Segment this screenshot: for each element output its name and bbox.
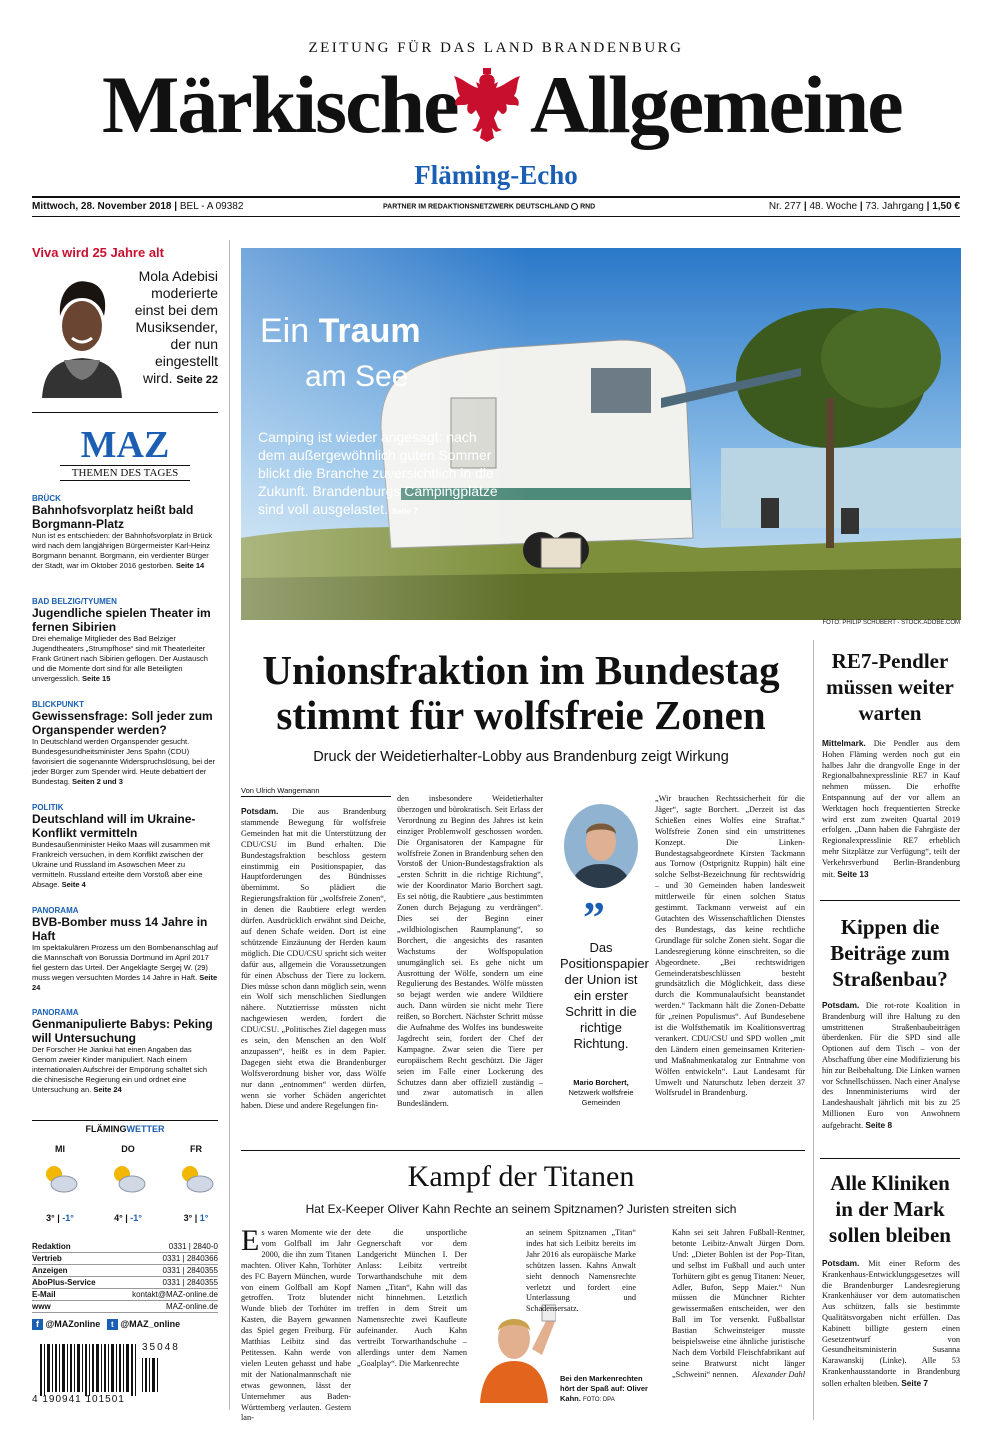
right-body: [822, 1000, 960, 1132]
right-body: [822, 738, 960, 880]
barcode-digits: 101501: [85, 1394, 125, 1405]
twitter-icon: t: [107, 1319, 118, 1330]
topic-body: [32, 531, 218, 571]
hero-title: [260, 312, 421, 351]
viva-headline[interactable]: Viva wird 25 Jahre alt: [32, 245, 164, 260]
topic-kicker: BAD BELZIG/TYUMEN: [32, 597, 117, 606]
temp-low: 1°: [199, 1213, 209, 1223]
topic-text: Der Forscher He Jiankui hat einen Angaben das Genom zweier Kinder manipuliert. Nach einem internationalen Aufschrei der Empörung schaltet sich die chinesische Regierung ein und ordnet eine Untersuchung an.: [32, 1045, 208, 1094]
article-column: dete die unsportliche Gegnerschaft vor dem Landgericht München I. Der Anlass: Leibitz vertreibt Torwarthandschuhe mit dem Namen „Titan“, Kahn will das nicht hinnehmen. Letztlich treffen in dem Streit um Namensrechte zwei Kaufleute aufeinander. Auch Kahn vertreibt Torwarthandschuhe – allerdings unter dem Namen „Goalplay“. Die Markenrechte: [357, 1228, 467, 1368]
masthead-rule-top: [32, 196, 960, 198]
topic-text: Bundesaußenminister Heiko Maas will zusammen mit Frankreich versuchen, in dem Konflikt zwischen der Ukraine und Russland im Asowschen Meer zu vermitteln. Russland erteilte dem Vorstoß aber eine Absage.: [32, 840, 210, 889]
contact-label: Anzeigen: [32, 1266, 68, 1275]
contact-value: 0331 | 2840366: [162, 1254, 218, 1263]
contact-label: Vertrieb: [32, 1254, 62, 1263]
topic-text: Nun ist es entschieden: der Bahnhofsvorplatz in Brück wird nach dem langjährigen Bürgermeister Karl-Heinz Borgmann benannt. Borgmann, ein verdienter Bürger der Stadt, war im Oktober 2016 gestorben.: [32, 531, 213, 570]
caption-text: Bei den Markenrechten hört der Spaß auf: Oliver Kahn.: [560, 1374, 648, 1403]
article-column: [241, 806, 386, 1112]
issue-info: Nr. 277 | 48. Woche | 73. Jahrgang | 1,50 €: [768, 201, 960, 212]
topic-item[interactable]: [32, 1008, 218, 1095]
right-text: Mit einer Reform des Krankenhaus-Entwicklungsgesetzes will die Brandenburger Landesregierung Krankenhäuser vor dem automatischen Aus schützen, falls sie bestimmte Qualitätsvorgaben nicht erfüllen. Das Kabinett billigte gestern einen Gesetzentwurf von Gesundheitsministerin Susanna Karawanskij (Linke). Alle 53 Krankenhausstandorte in Brandenburg sollen erhalten bleiben.: [822, 1259, 960, 1388]
topic-body: [32, 943, 218, 993]
column-divider: [229, 240, 230, 1410]
topic-item[interactable]: [32, 906, 218, 993]
right-text: Die rot-rote Koalition in Brandenburg will ihre Haltung zu den umstrittenen Straßenbaubeiträgen überdenken. Für die SPD sind alle Optionen auf dem Tisch – von der Abschaffung über eine Modifizierung bis hin zur Beibehaltung. Die Linken warnen vor Schnellschüssen. Nach einer Analyse des Innenministeriums wird der Landeshaushalt jährlich mit bis zu 25 Millionen Euro von Anwohnern aufgebracht.: [822, 1001, 960, 1130]
headline-line: Unionsfraktion im Bundestag: [262, 647, 780, 693]
article-column: [241, 1224, 351, 1424]
temp-high: 3°: [46, 1213, 55, 1223]
topic-item[interactable]: [32, 494, 218, 571]
article-text: s waren Momente wie der vom Golfball im Jahr 2000, die ihn zum Titanen machten. Oliver Kahn, Torhüter des FC Bayern München, wurde von einem Golfball am Kopf getroffen. Trotz blutender Wunde blieb der Torhüter im Kasten, die Bayern gewannen das Spiel gegen Freiburg. Für Matthias Leibitz sind das Petitessen. Kahn werde von vielen Leuten gehasst und habe mit der Nationalmannschaft nie etwas gewonnen, lässt der Unternehmer aus Baden-Württemberg verlauten. Gestern lan-: [241, 1228, 351, 1423]
right-headline[interactable]: Alle Kliniken in der Mark sollen bleiben: [829, 1171, 951, 1247]
author-name: Alexander Dahl: [752, 1369, 805, 1379]
dateline: Potsdam.: [241, 806, 279, 816]
article-column: an seinem Spitznamen „Titan“ indes hat sich Leibitz bereits im Jahr 2016 als europäische Marke schützen lassen. Kahns Anwalt sieht dennoch Namensrechte verletzt und fordert eine Unterlassung und Schadensersatz.: [526, 1228, 636, 1314]
issue-code: BEL - A 09382: [179, 201, 244, 212]
barcode-digit: 4: [32, 1394, 39, 1405]
viva-line: eingestellt: [154, 353, 218, 369]
partner-text: PARTNER IM REDAKTIONSNETZWERK DEUTSCHLAND: [383, 203, 570, 211]
photo-credit: FOTO: DPA: [582, 1397, 615, 1403]
photo-credit: FOTO: PHILIP SCHUBERT - STOCK.ADOBE.COM: [822, 620, 960, 626]
viva-line: moderierte: [151, 285, 218, 301]
topic-kicker: BRÜCK: [32, 494, 61, 503]
hero-subtitle: am See: [305, 360, 409, 393]
contact-label: AboPlus-Service: [32, 1278, 96, 1287]
temp-high: 3°: [183, 1213, 193, 1223]
topic-text: In Deutschland werden Organspender gesucht. Bundesgesundheitsminister Jens Spahn (CDU) favorisiert die sogenannte Widerspruchslösung, bei der jeder Bürger zum Spender wird. Heute debattiert der Bundestag.: [32, 737, 216, 786]
topic-text: Drei ehemalige Mitglieder des Bad Belziger Jugendtheaters „Strumpfhose“ sind mit Theaterleiter Frank Grünert nach Sibirien geflogen. Der Austausch und die Momente dort sind für alle Beteiligten unvergesslich.: [32, 634, 208, 683]
partner-badge: RND: [580, 203, 596, 211]
page-reference[interactable]: Seite 7: [901, 1377, 929, 1388]
page-reference[interactable]: Seite 7: [391, 507, 418, 516]
quote-name: Mario Borchert,: [573, 1078, 629, 1087]
contact-row: [32, 1241, 218, 1253]
viva-line: [110, 370, 218, 389]
right-headline[interactable]: Kippen die Beiträge zum Straßenbau?: [830, 915, 950, 991]
topic-kicker: BLICKPUNKT: [32, 700, 84, 709]
topic-body: [32, 840, 218, 890]
right-headline[interactable]: RE7-Pendler müssen weiter warten: [826, 649, 954, 725]
drop-cap: E: [241, 1224, 260, 1257]
dateline: Mittelmark.: [822, 738, 866, 748]
viva-line: Musiksender,: [135, 319, 218, 335]
contact-row: [32, 1289, 218, 1301]
hero-title-word: Ein: [260, 312, 310, 350]
weather-title: [32, 1124, 218, 1134]
weather-temp: 3° | -1°: [46, 1213, 74, 1223]
issue-price: 1,50 €: [932, 201, 960, 212]
temp-low: -1°: [130, 1213, 142, 1223]
pull-quote: Das Positionspapier der Union ist ein erster Schritt in die richtige Richtung.: [560, 940, 649, 1051]
topic-headline[interactable]: Gewissensfrage: Soll jeder zum Organspender werden?: [32, 709, 213, 737]
partly-cloudy-icon: [108, 1160, 148, 1196]
topic-kicker: PANORAMA: [32, 906, 79, 915]
article-text: Die aus Brandenburg stammende Bewegung für wolfsfreie Gemeinden hat mit die Unterstützung der CDU/CSU im Bund erhalten. Die Bundestagsfraktion beschloss gestern einstimmig ein Positionspapier, das Hauptforderungen des Bündnisses übernimmt. So plädiert die Regierungsfraktion für „wolfsfreie Zonen“, in denen die Raubtiere erlegt werden dürfen. Ausdrücklich erwähnt sind Deiche, auf denen Schafe weiden. Dort ist eine schützende Einzäunung der Herden kaum möglich. Die CDU/CSU spricht sich weiter dafür aus, allgemein die Voraussetzungen für einen Abschuss der Tiere zu lockern. Dies müsse schon dann möglich sein, wenn ein Wolf sich menschlichen Siedlungen nähere. Nutztierrisse müssten nicht nachgewiesen werden, fordert die CDU/CSU. „Politisches Ziel dagegen muss es sein, den Menschen an den Wolf anzupassen“, heißt es in dem Papier. Dagegen sieht etwa die Brandenburger Wolfsverordnung bisher vor, dass Wölfe nur dann „entnommen“ werden dürfen, wenn sie vorher Schäden angerichtet haben. Diese und andere Regelungen fin-: [241, 807, 386, 1111]
page-reference[interactable]: Seite 22: [176, 374, 218, 386]
weather-day: MI: [55, 1144, 65, 1154]
page-reference[interactable]: Seite 14: [175, 561, 205, 570]
hero-teaser-text: Camping ist wieder angesagt: nach dem außergewöhnlich guten Sommer blickt die Branche zuversichtlich in die Zukunft. Brandenburgs Campingplätze sind voll ausgelastet.: [258, 429, 498, 517]
weather-day: DO: [121, 1144, 135, 1154]
photo-caption: [560, 1374, 650, 1405]
quote-attribution: [556, 1078, 646, 1108]
topic-item[interactable]: [32, 803, 218, 890]
divider: [32, 1120, 218, 1121]
temp-low: -1°: [62, 1213, 74, 1223]
partner-line: [383, 203, 595, 210]
masthead-rule-bottom: [32, 216, 960, 217]
viva-teaser: [110, 268, 218, 389]
issue-number: Nr. 277: [768, 201, 802, 212]
contact-row: [32, 1265, 218, 1277]
right-text: Die Pendler aus dem Hohen Fläming werden noch gut ein halbes Jahr die drangvolle Enge in der Regionalbahnexpresslinie RE7 in Kauf nehmen müssen. Die erhoffte Entspannung auf der vor allem an Werktagen hoch frequentierten Strecke wird erst zum zweiten Quartal 2019 erfolgen. „Dann haben die Fahrgäste der Regionalexpresslinie RE7 erheblich mehr Sitzplätze zur Verfügung“, teilt der Verkehrsverbund Berlin-Brandenburg mit.: [822, 739, 960, 879]
titan-headline[interactable]: Kampf der Titanen: [407, 1160, 635, 1193]
topic-item[interactable]: [32, 597, 218, 684]
edition-name: Fläming-Echo: [414, 160, 578, 190]
contact-row: [32, 1253, 218, 1265]
page-reference[interactable]: Seite 4: [61, 880, 86, 889]
topic-text: Im spektakulären Prozess um den Bombenanschlag auf die Mannschaft von Borussia Dortmund im April 2017 fiel gestern das Urteil. Der Angeklagte Sergej W. (29) muss wegen versuchten Mordes 14 Jahre in Haft.: [32, 943, 218, 982]
facebook-handle[interactable]: @MAZonline: [45, 1319, 101, 1329]
dateline: Potsdam.: [822, 1258, 860, 1268]
dateline: Potsdam.: [822, 1000, 860, 1010]
viva-line: Mola Adebisi: [138, 268, 218, 284]
page-reference[interactable]: Seite 24: [93, 1085, 122, 1094]
masthead-title-right: Allgemeine: [530, 59, 902, 150]
contact-row: [32, 1277, 218, 1289]
mario-borchert-photo: [564, 804, 638, 888]
titan-subheadline: Hat Ex-Keeper Oliver Kahn Rechte an seinem Spitznamen? Juristen streiten sich: [305, 1202, 737, 1216]
divider: [241, 1150, 805, 1151]
weather-temp: 4° | -1°: [114, 1213, 142, 1223]
topic-headline[interactable]: BVB-Bomber muss 14 Jahre in Haft: [32, 915, 208, 943]
weather-title-b: WETTER: [126, 1124, 165, 1134]
twitter-handle[interactable]: @MAZ_online: [120, 1319, 181, 1329]
viva-line: der nun: [170, 336, 218, 352]
contact-value: 0331 | 2840355: [162, 1278, 218, 1287]
barcode-digits: 190941: [42, 1394, 82, 1405]
weather-temp: 3° | 1°: [183, 1213, 209, 1223]
contact-email[interactable]: kontakt@MAZ-online.de: [132, 1290, 218, 1299]
issue-year: 73. Jahrgang: [865, 201, 924, 212]
rnd-logo-icon: [571, 203, 578, 210]
topic-headline[interactable]: Jugendliche spielen Theater im fernen Sibirien: [32, 606, 211, 634]
masthead-tagline: ZEITUNG FÜR DAS LAND BRANDENBURG: [308, 40, 684, 56]
barcode-number: [32, 1394, 125, 1405]
masthead-title-left: Märkische: [102, 59, 458, 150]
main-subheadline: Druck der Weidetierhalter-Lobby aus Brandenburg zeigt Wirkung: [313, 749, 729, 765]
page-reference[interactable]: Seite 15: [82, 674, 111, 683]
contact-label: Redaktion: [32, 1242, 71, 1251]
issue-date: Mittwoch, 28. November 2018: [32, 201, 172, 212]
article-column: den insbesondere Weidetierhalter überzogen und bürokratisch. Seit Erlass der Verordnung zu Beginn des Jahres ist kein einziger Problemwolf geschossen worden. Die Organisatoren der Kampagne für wolfsfreie Zonen in Brandenburg sehen den Vorstoß der Union-Bundestagsfraktion als „ersten Schritt in die richtige Richtung“, wie der Koordinator Mario Borchert sagt. Es sei nötig, die Raubtiere „aus bestimmten Zonen durch Bejagung zu verdrängen“. Dies sei der Beginn einer „wildbiologischen Raumplanung“, so Borchert, die angesichts des rasanten Wachstums der Wolfspopulation unumgänglich sei. Es gehe nicht um Ausrottung der Wölfe, sondern um eine Regulierung des Bestandes. Wölfe müssten so bejagt werden wie andere Wildtiere auch. Dann würden sie nicht mehr Tiere reißen, so Borchert. Nächster Schritt müsse die Aufnahme des Wolfes ins bundesweite Jagdrecht sein, fordert der Chef der Kampagne. Zwar seien die Tiere per europäischem Recht geschützt. Die Jäger seien im Falle einer Lockerung des Schutzes dann aber offiziell zuständig – und zwar automatisch in allen Bundesländern.: [397, 794, 543, 1109]
topic-body: [32, 737, 218, 787]
partly-cloudy-icon: [176, 1160, 216, 1196]
topic-headline[interactable]: Deutschland will im Ukraine-Konflikt vermitteln: [32, 812, 196, 840]
topic-item[interactable]: [32, 700, 218, 787]
right-body: [822, 1258, 960, 1390]
social-links: [32, 1319, 180, 1330]
article-column: [672, 1228, 805, 1381]
column-divider: [813, 640, 814, 1420]
contact-value: 0331 | 2840355: [162, 1266, 218, 1275]
article-text: Kahn sei seit Jahren Fußball-Rentner, betonte Leibitz-Anwalt Jürgen Dorn. Und: „Dieter Bohlen ist der Pop-Titan, und selbst im Fußball und auch unter Torhütern gibt es genug Titanen: Neuer, Adler, Bufon, Sepp Maier.“ Nun müssen die Münchner Richter gewissermaßen entscheiden, wer den Ball im Tor versenkt. Fußballstar Bastian Schweinsteiger musste beispielsweise eine ähnliche juristische Nach dem Vorbild Fleischfabrikant auf seine Bratwurst nicht länger „Schweini“ nennen.: [672, 1228, 805, 1379]
contact-label: www: [32, 1302, 51, 1311]
main-headline[interactable]: [232, 648, 810, 738]
topic-body: [32, 634, 218, 684]
topic-headline[interactable]: Bahnhofsvorplatz heißt bald Borgmann-Platz: [32, 503, 194, 531]
topic-kicker: PANORAMA: [32, 1008, 79, 1017]
headline-line: stimmt für wolfsfreie Zonen: [276, 692, 766, 738]
brandenburg-eagle-icon: [450, 68, 524, 146]
divider: [32, 412, 218, 413]
partly-cloudy-icon: [40, 1160, 80, 1196]
contact-row: [32, 1301, 218, 1313]
themen-des-tages-label: THEMEN DES TAGES: [60, 465, 190, 481]
temp-high: 4°: [114, 1213, 123, 1223]
page-reference[interactable]: Seiten 2 und 3: [72, 777, 123, 786]
quote-icon: ”: [583, 893, 605, 942]
page-reference[interactable]: Seite 8: [865, 1119, 893, 1130]
weather-title-a: FLÄMING: [85, 1124, 127, 1134]
facebook-icon: f: [32, 1319, 43, 1330]
viva-line: einst bei dem: [134, 302, 218, 318]
weather-day: FR: [190, 1144, 202, 1154]
hero-teaser: [258, 428, 498, 521]
issue-dateline: Mittwoch, 28. November 2018 | BEL - A 09382: [32, 201, 244, 212]
topic-body: [32, 1045, 218, 1095]
contact-value: 0331 | 2840-0: [168, 1242, 218, 1251]
byline: Von Ulrich Wangemann: [241, 786, 391, 797]
viva-line-end: wird.: [142, 370, 173, 386]
quote-role: Netzwerk wolfsfreie Gemeinden: [568, 1088, 634, 1107]
page-reference[interactable]: Seite 24: [32, 973, 218, 992]
page-reference[interactable]: Seite 13: [837, 868, 869, 879]
hero-title-word: Traum: [318, 312, 421, 350]
contact-list: [32, 1241, 218, 1313]
contact-label: E-Mail: [32, 1290, 56, 1299]
issue-week: 48. Woche: [809, 201, 858, 212]
contact-website[interactable]: MAZ-online.de: [165, 1302, 218, 1311]
article-column: „Wir brauchen Rechtssicherheit für die Jäger“, sagte Borchert. „Derzeit ist das Schießen eines Wolfes eine Straftat.“ Wolfsfreie Zonen sind ein umstrittenes Konzept. Die Linken-Bundestagsabgeordnete Kirsten Tackmann aus Tornow (Ostprignitz Ruppin) hält eine solche Selbst-Bezeichnung für rechtswidrig – und 30 Gemeinden haben landesweit mittlerweile für einen solchen Status gestimmt. Tackmann verweist auf ein Gutachten des Wissenschaftlichen Dienstes des Bundestags, das keine rechtliche Grundlage für solche Zonen sieht. Sogar die Landesregierung könne einschreiten, so die Abgeordnete. „Bei rechtswidrigen Gemeinderatsbeschlüssen besteht grundsätzlich die Möglichkeit, dass diese durch die Kommunalaufsicht beanstandet werden.“ Tackmann hält die Zonen-Debatte für „reinen Populismus“. Auf Bundesebene ist die Wolfsthematik im Koalitionsvertrag verankert. CDU/CSU und SPD wollen „mit den Ländern einen gemeinsamen Kriterien- und Maßnahmenkatalog zur Entnahme von Wölfen entwickeln“. Laut Landesamt für Umwelt und Naturschutz leben derzeit 37 Wolfsrudel in Brandenburg.: [655, 794, 805, 1098]
divider: [820, 900, 960, 901]
topic-kicker: POLITIK: [32, 803, 64, 812]
topic-headline[interactable]: Genmanipulierte Babys: Peking will Untersuchung: [32, 1017, 213, 1045]
maz-logo: MAZ: [80, 424, 170, 466]
divider: [820, 1158, 960, 1159]
barcode-addon-digits: 35048: [142, 1342, 180, 1353]
